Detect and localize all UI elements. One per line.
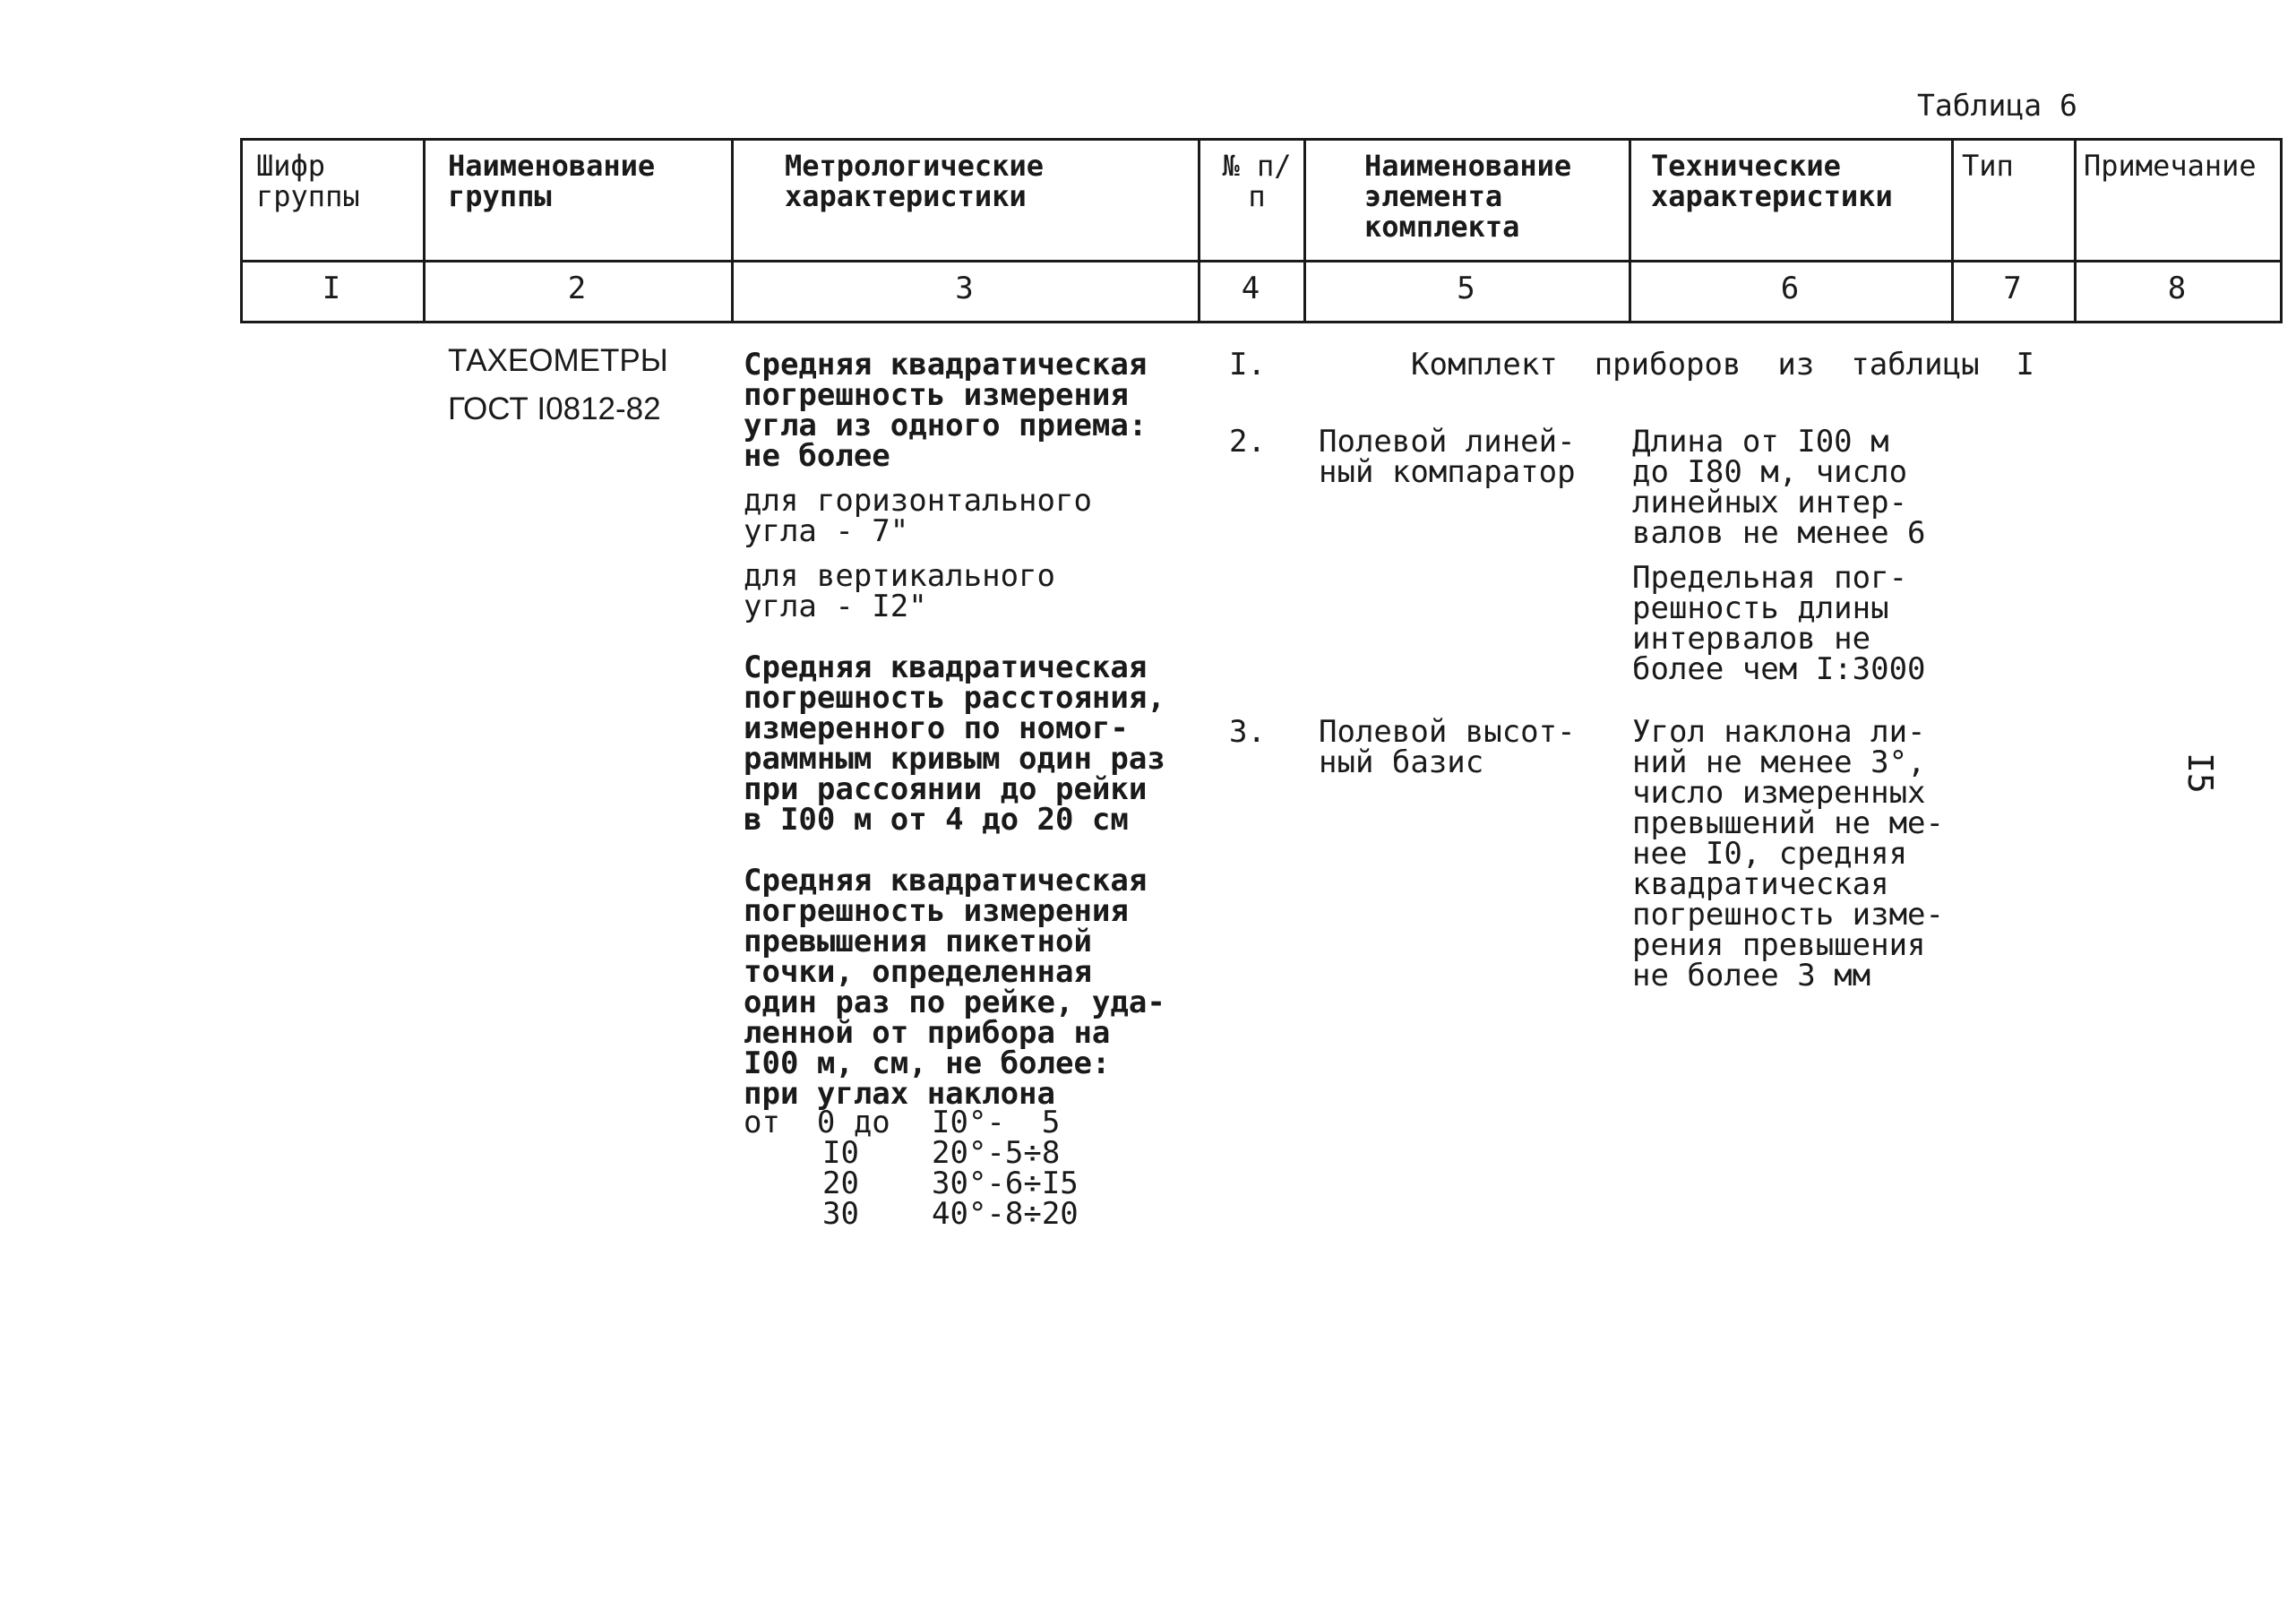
metrology-paragraph: Средняя квадратическая погрешность измерения угла из одного приема: не более	[744, 347, 1148, 474]
table-caption: Таблица 6	[1917, 88, 2077, 123]
header-bottom-rule	[240, 321, 2283, 323]
column-number: 2	[567, 271, 587, 306]
header-cell: Примечание	[2084, 149, 2257, 183]
header-cell: Наименование группы	[448, 149, 656, 213]
metrology-paragraph: для горизонтального угла - 7"	[744, 483, 1092, 549]
angle-range-to: 20°-5÷8	[932, 1135, 1061, 1171]
group-standard: ГОСТ I0812-82	[448, 391, 661, 426]
metrology-paragraph: Средняя квадратическая погрешность измерения превышения пикетной точки, определенная один раз по рейке, уда- ленной от прибора на I00 м, см, не более: при углах наклона	[744, 863, 1165, 1112]
metrology-paragraph: Средняя квадратическая погрешность расстояния, измеренного по номог- раммным кривым один раз при рассоянии до рейки в I00 м от 4 до 20 см	[744, 649, 1165, 838]
item-element: Полевой линей- ный компаратор	[1319, 424, 1576, 490]
angle-range-from: от 0 до	[744, 1105, 890, 1140]
item-tech: Длина от I00 м до I80 м, число линейных интер- валов не менее 6	[1632, 424, 1926, 551]
column-number: 8	[2167, 271, 2187, 306]
angle-range-to: 30°-6÷I5	[932, 1166, 1079, 1201]
item-element: Полевой высот- ный базис	[1319, 714, 1576, 780]
angle-range-from: 30	[822, 1196, 859, 1232]
angle-range-from: 20	[822, 1166, 859, 1201]
item-number: 2.	[1229, 424, 1266, 460]
column-number: 7	[2003, 271, 2022, 306]
table-header	[240, 138, 2283, 323]
item-tech: Предельная пог- решность длины интервалов не более чем I:3000	[1632, 560, 1926, 687]
header-cell: Наименование элемента комплекта	[1364, 149, 1572, 244]
column-number: 5	[1457, 271, 1475, 306]
angle-range-to: 40°-8÷20	[932, 1196, 1079, 1232]
column-number: 3	[955, 271, 974, 306]
group-name: ТАХЕОМЕТРЫ	[448, 343, 668, 378]
item-number: 3.	[1229, 714, 1266, 750]
header-cell: № п/п	[1222, 149, 1292, 213]
header-cell: Метрологические характеристики	[785, 149, 1044, 213]
header-top-rule	[240, 138, 2283, 141]
metrology-paragraph: для вертикального угла - I2"	[744, 558, 1055, 624]
column-number: 4	[1241, 271, 1260, 306]
item-tech: Угол наклона ли- ний не менее 3°, число измеренных превышений не ме- нее I0, средняя квадратическая погрешность изме- рения превышения не более 3 мм	[1632, 714, 1944, 994]
angle-range-to: I0°- 5	[932, 1105, 1061, 1140]
header-cell: Технические характеристики	[1651, 149, 1893, 213]
header-cell: Шифр группы	[256, 149, 360, 213]
header-cell: Тип	[1962, 149, 2014, 183]
item-text: Комплект приборов из таблицы I	[1411, 347, 2034, 383]
column-number: 6	[1780, 271, 1800, 306]
page-number: I5	[2180, 753, 2220, 794]
header-middle-rule	[240, 260, 2283, 262]
angle-range-from: I0	[822, 1135, 859, 1171]
item-number: I.	[1229, 347, 1266, 383]
column-number: I	[322, 271, 341, 306]
